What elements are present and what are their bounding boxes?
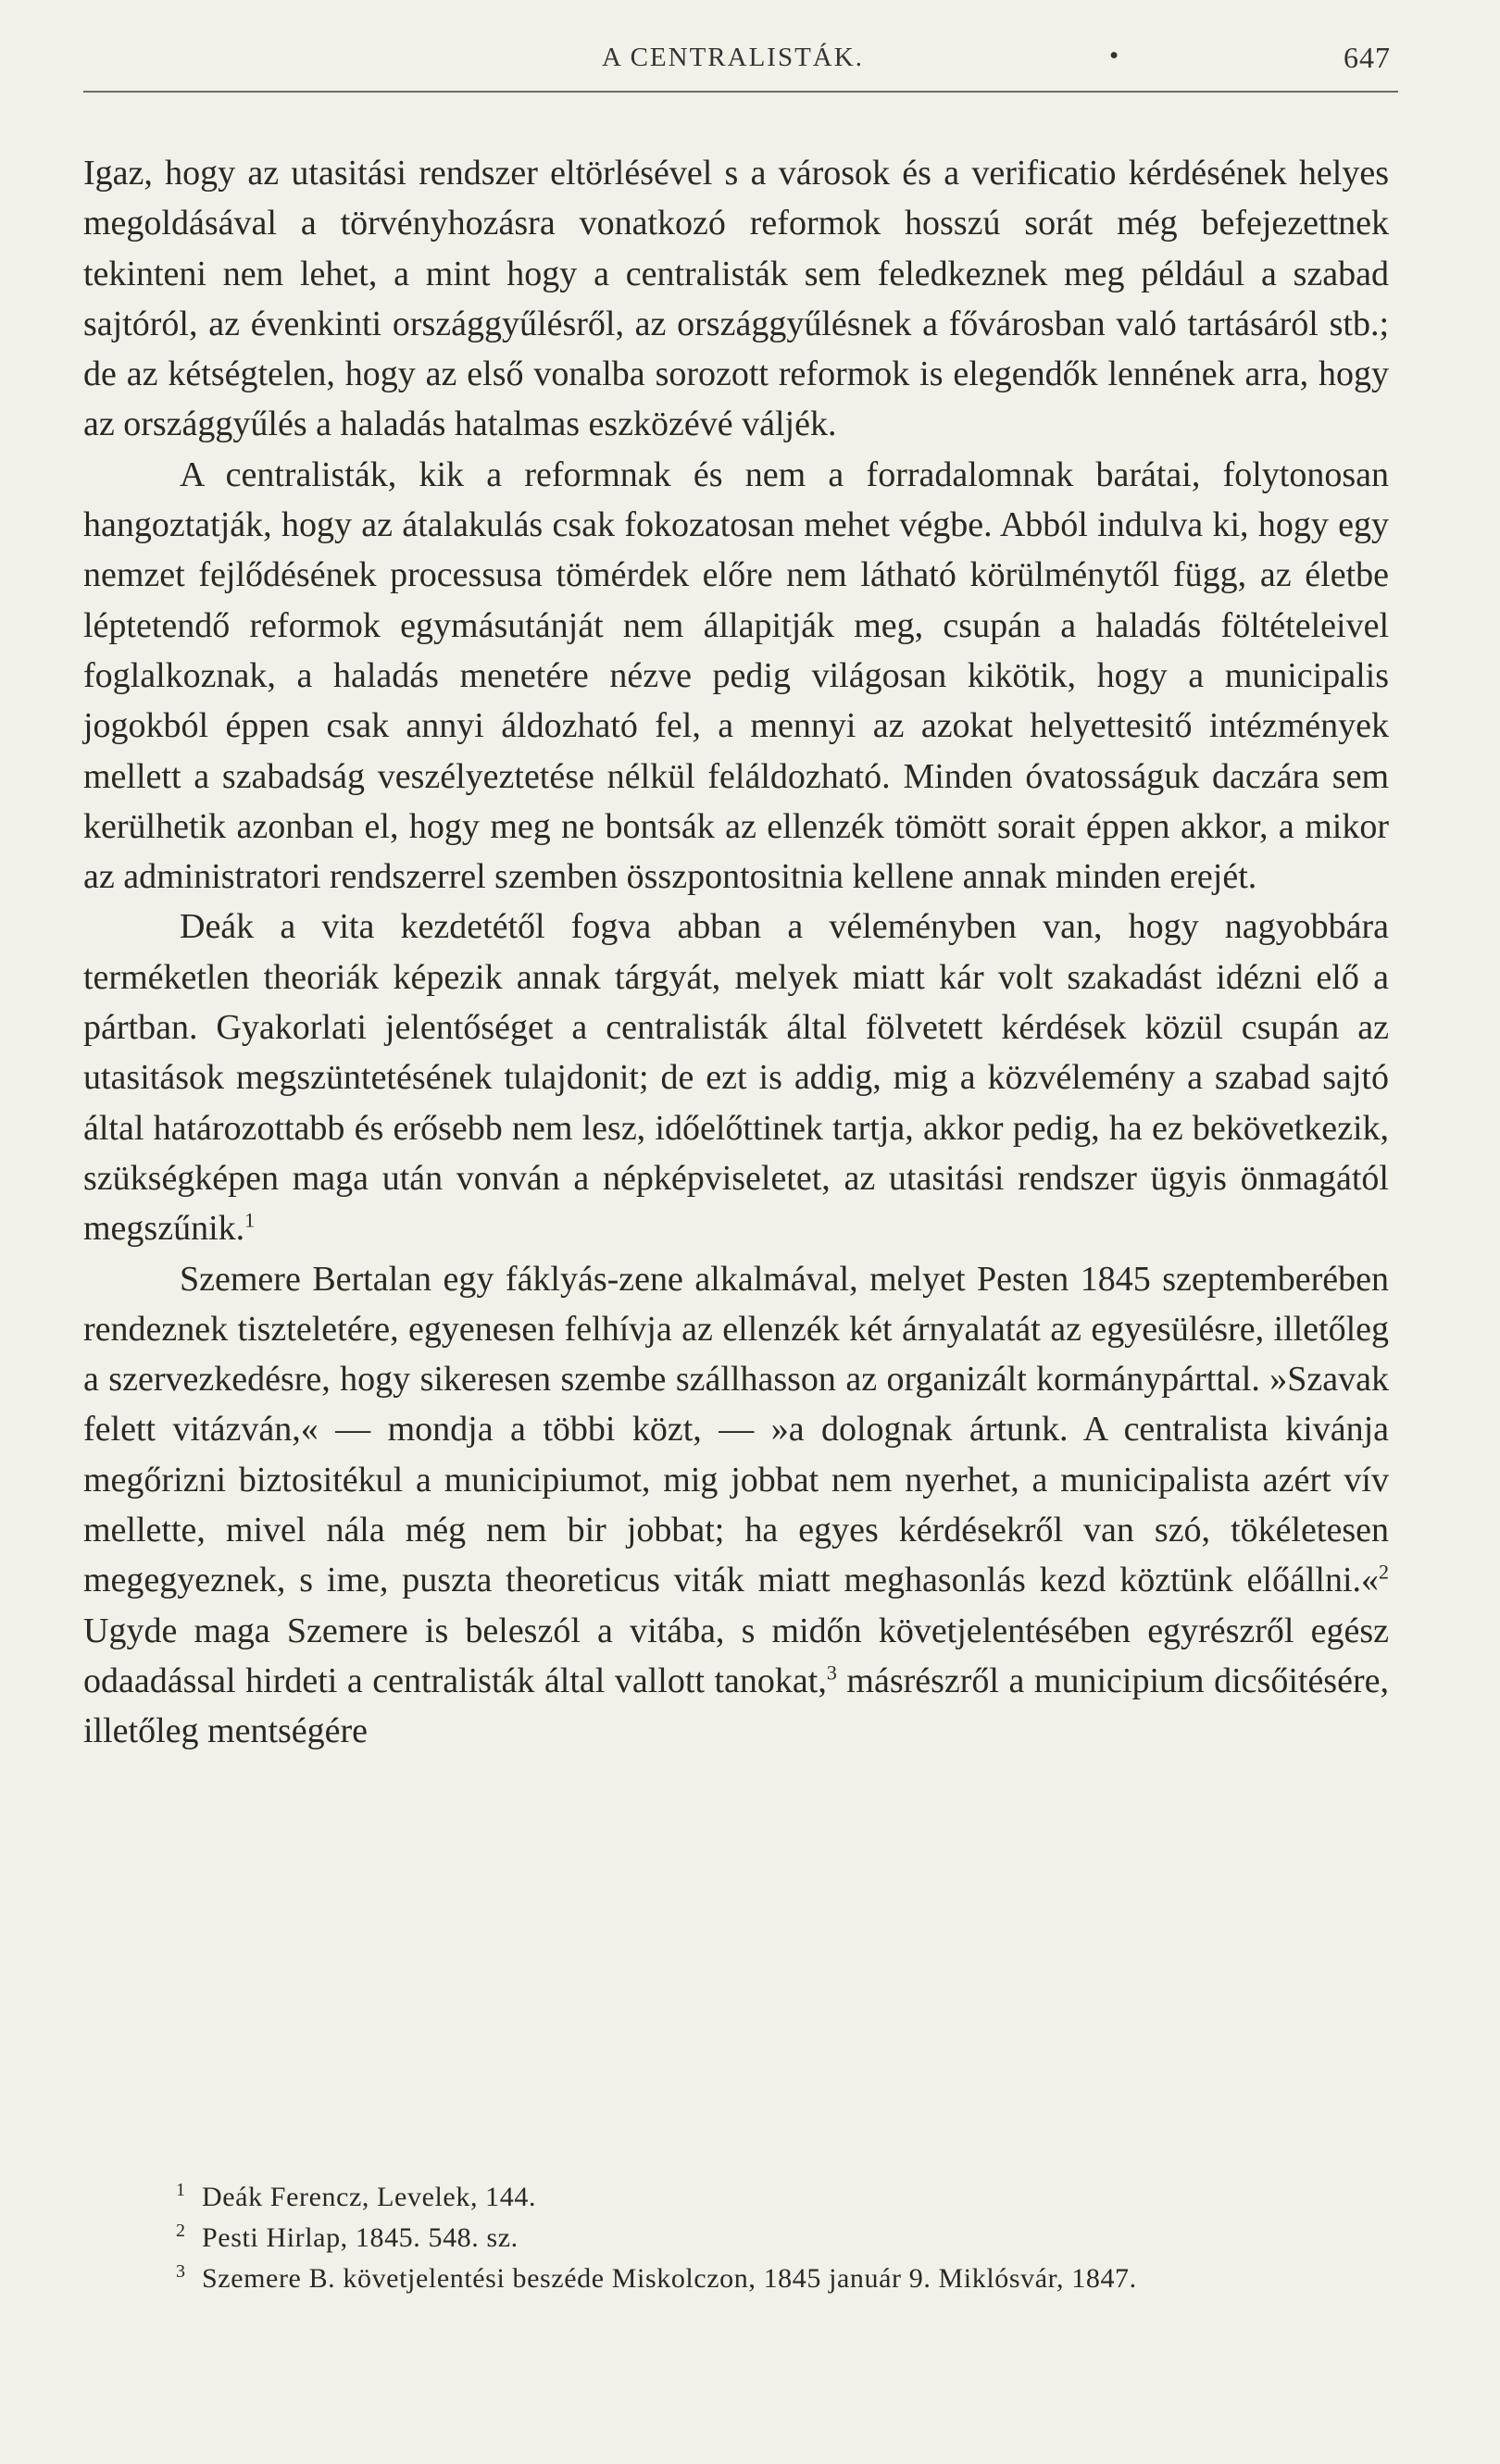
paragraph-2 — [83, 450, 1389, 902]
paragraph-1 — [83, 148, 1389, 450]
paragraph-2-text: A centralisták, kik a reformnak és nem a forradalomnak barátai, folytonosan hangoztatják, hogy az átalakulás csak fokozatosan mehet végbe. Abból indulva ki, hogy egy nemzet fejlődésének processusa tömérdek előre nem látható körülménytől függ, az életbe léptetendő reformok egymásutánját nem állapitják meg, csupán a haladás föltételeivel foglalkoznak, a haladás menetére nézve pedig világosan kikötik, hogy a municipalis jogokból éppen csak annyi áldozható fel, a mennyi az azokat helyettesitő intézmények mellett a szabadság veszélyeztetése nélkül feláldozható. Minden óvatosságuk daczára sem kerülhetik azonban el, hogy meg ne bontsák az ellenzék tömött sorait éppen akkor, a mikor az administratori rendszerrel szemben összpontositnia kellene annak minden erejét. — [83, 454, 1389, 897]
footnote-ref-3: 3 — [826, 1661, 837, 1685]
paragraph-4-text-a: Szemere Bertalan egy fáklyás-zene alkalmával, melyet Pesten 1845 szeptemberében rendeznek tiszteletére, egyenesen felhívja az ellenzék két árnyalatát az egyesülésre, illetőleg a szervezkedésre, hogy sikeresen szembe szállhasson az organizált kormánypárttal. »Szavak felett vitázván,« — mondja a többi közt, — »a dolognak ártunk. A centralista kivánja megőrizni biztositékul a municipiumot, mig jobbat nem nyerhet, a municipalista azért vív mellette, mivel nála még nem bir jobbat; ha egyes kérdésekről van szó, tökéletesen megegyeznek, s ime, puszta theoreticus viták miatt meghasonlás kezd köztünk előállni.« — [83, 1259, 1389, 1600]
body-text — [83, 148, 1389, 1757]
paragraph-4 — [83, 1254, 1389, 1757]
paragraph-1-text: Igaz, hogy az utasitási rendszer eltörlésével s a városok és a verificatio kérdésének helyes megoldásával a törvényhozásra vonatkozó reformok hosszú sorát még befejezettnek tekinteni nem lehet, a mint hogy a centralisták sem feledkeznek meg például a szabad sajtóról, az évenkinti országgyűlésről, az országgyűlésnek a fővárosban való tartásáról stb.; de az kétségtelen, hogy az első vonalba sorozott reformok is elegendők lennének arra, hogy az országgyűlés a haladás hatalmas eszközévé váljék. — [83, 154, 1389, 444]
page-header — [83, 35, 1398, 93]
running-title: A CENTRALISTÁK. — [602, 43, 864, 72]
footnote-ref-2: 2 — [1379, 1560, 1389, 1584]
footnote-1: 1 Deák Ferencz, Levelek, 144. — [176, 2180, 537, 2212]
page-number: 647 — [1344, 41, 1391, 74]
paragraph-3-text: Deák a vita kezdetétől fogva abban a véleményben van, hogy nagyobbára terméketlen theoriák képezik annak tárgyát, melyek miatt kár volt szakadást idézni elő a pártban. Gyakorlati jelentőséget a centralisták által fölvetett kérdések közül csupán az utasitások megszüntetésének tulajdonit; de ezt is addig, mig a közvélemény a szabad sajtó által határozottabb és erősebb nem lesz, időelőttinek tartja, akkor pedig, ha ez bekövetkezik, szükségképen maga után vonván a népképviseletet, az utasitási rendszer ügyis önmagától megszűnik. — [83, 907, 1389, 1249]
footnote-3: 3 Szemere B. követjelentési beszéde Miskolczon, 1845 január 9. Miklósvár, 1847. — [176, 2261, 1137, 2294]
paragraph-4-text-c: másrészről a municipium dicsőitésére, illetőleg mentségére — [83, 1661, 1389, 1751]
paragraph-4-text-b: Ugyde maga Szemere is beleszól a vitába, s midőn követjelentésében egyrészről egész odaadással hirdeti a centralisták által vallott tanokat, — [83, 1611, 1389, 1700]
footnotes — [176, 2177, 1398, 2299]
header-separator: • — [1109, 41, 1119, 70]
footnote-ref-1: 1 — [244, 1208, 256, 1232]
footnote-2: 2 Pesti Hirlap, 1845. 548. sz. — [176, 2221, 519, 2253]
footnote-3-text: Szemere B. követjelentési beszéde Miskolczon, 1845 január 9. Miklósvár, 1847. — [202, 2263, 1137, 2294]
footnote-2-text: Pesti Hirlap, 1845. 548. sz. — [202, 2222, 519, 2253]
footnote-1-text: Deák Ferencz, Levelek, 144. — [202, 2182, 537, 2212]
paragraph-3 — [83, 902, 1389, 1253]
